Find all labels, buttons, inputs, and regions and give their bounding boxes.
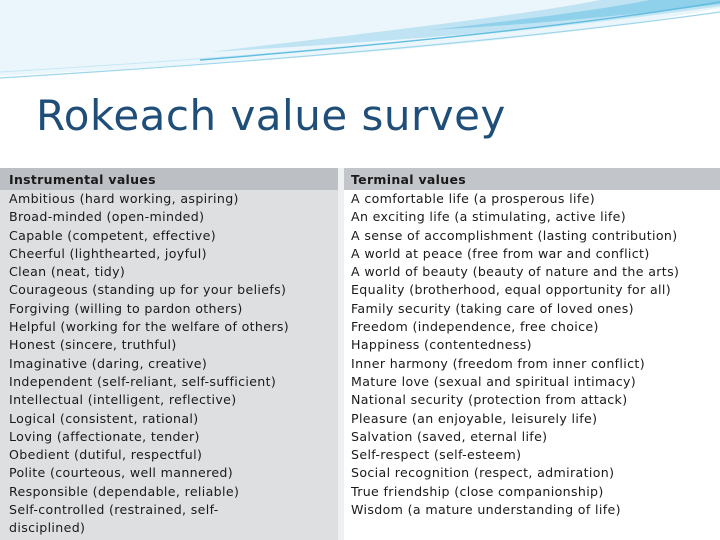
instrumental-value-item: Self-controlled (restrained, self- <box>9 502 219 518</box>
terminal-values-column <box>344 168 720 540</box>
instrumental-value-item: Polite (courteous, well mannered) <box>9 465 234 481</box>
terminal-value-item: A world at peace (free from war and conflict) <box>351 245 650 261</box>
instrumental-value-item: Obedient (dutiful, respectful) <box>9 447 203 463</box>
terminal-value-item: Salvation (saved, eternal life) <box>351 428 548 444</box>
instrumental-values-list <box>0 190 338 538</box>
instrumental-value-item: Capable (competent, effective) <box>9 227 216 243</box>
instrumental-value-item: Forgiving (willing to pardon others) <box>9 300 243 316</box>
terminal-value-item: Social recognition (respect, admiration) <box>351 465 615 481</box>
terminal-value-item: Freedom (independence, free choice) <box>351 319 599 335</box>
terminal-value-item: An exciting life (a stimulating, active life) <box>351 209 627 225</box>
terminal-value-item: Wisdom (a mature understanding of life) <box>351 502 621 518</box>
terminal-value-item: Pleasure (an enjoyable, leisurely life) <box>351 410 598 426</box>
terminal-value-item: A sense of accomplishment (lasting contribution) <box>351 227 678 243</box>
instrumental-value-item: Independent (self-reliant, self-sufficient) <box>9 373 277 389</box>
instrumental-value-item: Imaginative (daring, creative) <box>9 355 208 371</box>
terminal-values-list <box>344 190 720 519</box>
instrumental-value-item: Clean (neat, tidy) <box>9 264 126 280</box>
instrumental-value-item: Courageous (standing up for your beliefs) <box>9 282 287 298</box>
instrumental-value-item: Loving (affectionate, tender) <box>9 428 200 444</box>
decorative-swoosh <box>0 0 720 90</box>
instrumental-value-item: Ambitious (hard working, aspiring) <box>9 191 239 206</box>
instrumental-value-item: Intellectual (intelligent, reflective) <box>9 392 237 408</box>
instrumental-values-header: Instrumental values <box>0 168 338 190</box>
terminal-value-item: Self-respect (self-esteem) <box>351 447 522 463</box>
terminal-value-item: A world of beauty (beauty of nature and the arts) <box>351 264 680 280</box>
instrumental-value-item: Broad-minded (open-minded) <box>9 209 205 225</box>
terminal-value-item: National security (protection from attack) <box>351 392 628 408</box>
terminal-values-header: Terminal values <box>344 168 720 190</box>
instrumental-value-item: Helpful (working for the welfare of others) <box>9 319 290 335</box>
instrumental-value-item: Logical (consistent, rational) <box>9 410 199 426</box>
instrumental-value-item: Honest (sincere, truthful) <box>9 337 177 353</box>
terminal-value-item: Inner harmony (freedom from inner conflict) <box>351 355 645 371</box>
terminal-value-item: Family security (taking care of loved ones) <box>351 300 634 316</box>
values-table <box>0 168 720 540</box>
terminal-value-item: Equality (brotherhood, equal opportunity for all) <box>351 282 671 298</box>
terminal-value-item: Happiness (contentedness) <box>351 337 532 353</box>
slide-title: Rokeach value survey <box>36 91 506 140</box>
terminal-value-item: A comfortable life (a prosperous life) <box>351 191 595 206</box>
terminal-value-item: Mature love (sexual and spiritual intimacy) <box>351 373 637 389</box>
instrumental-values-column <box>0 168 338 540</box>
instrumental-value-item: Cheerful (lighthearted, joyful) <box>9 245 207 261</box>
instrumental-value-item: disciplined) <box>9 520 86 536</box>
terminal-value-item: True friendship (close companionship) <box>351 483 604 499</box>
instrumental-value-item: Responsible (dependable, reliable) <box>9 483 240 499</box>
